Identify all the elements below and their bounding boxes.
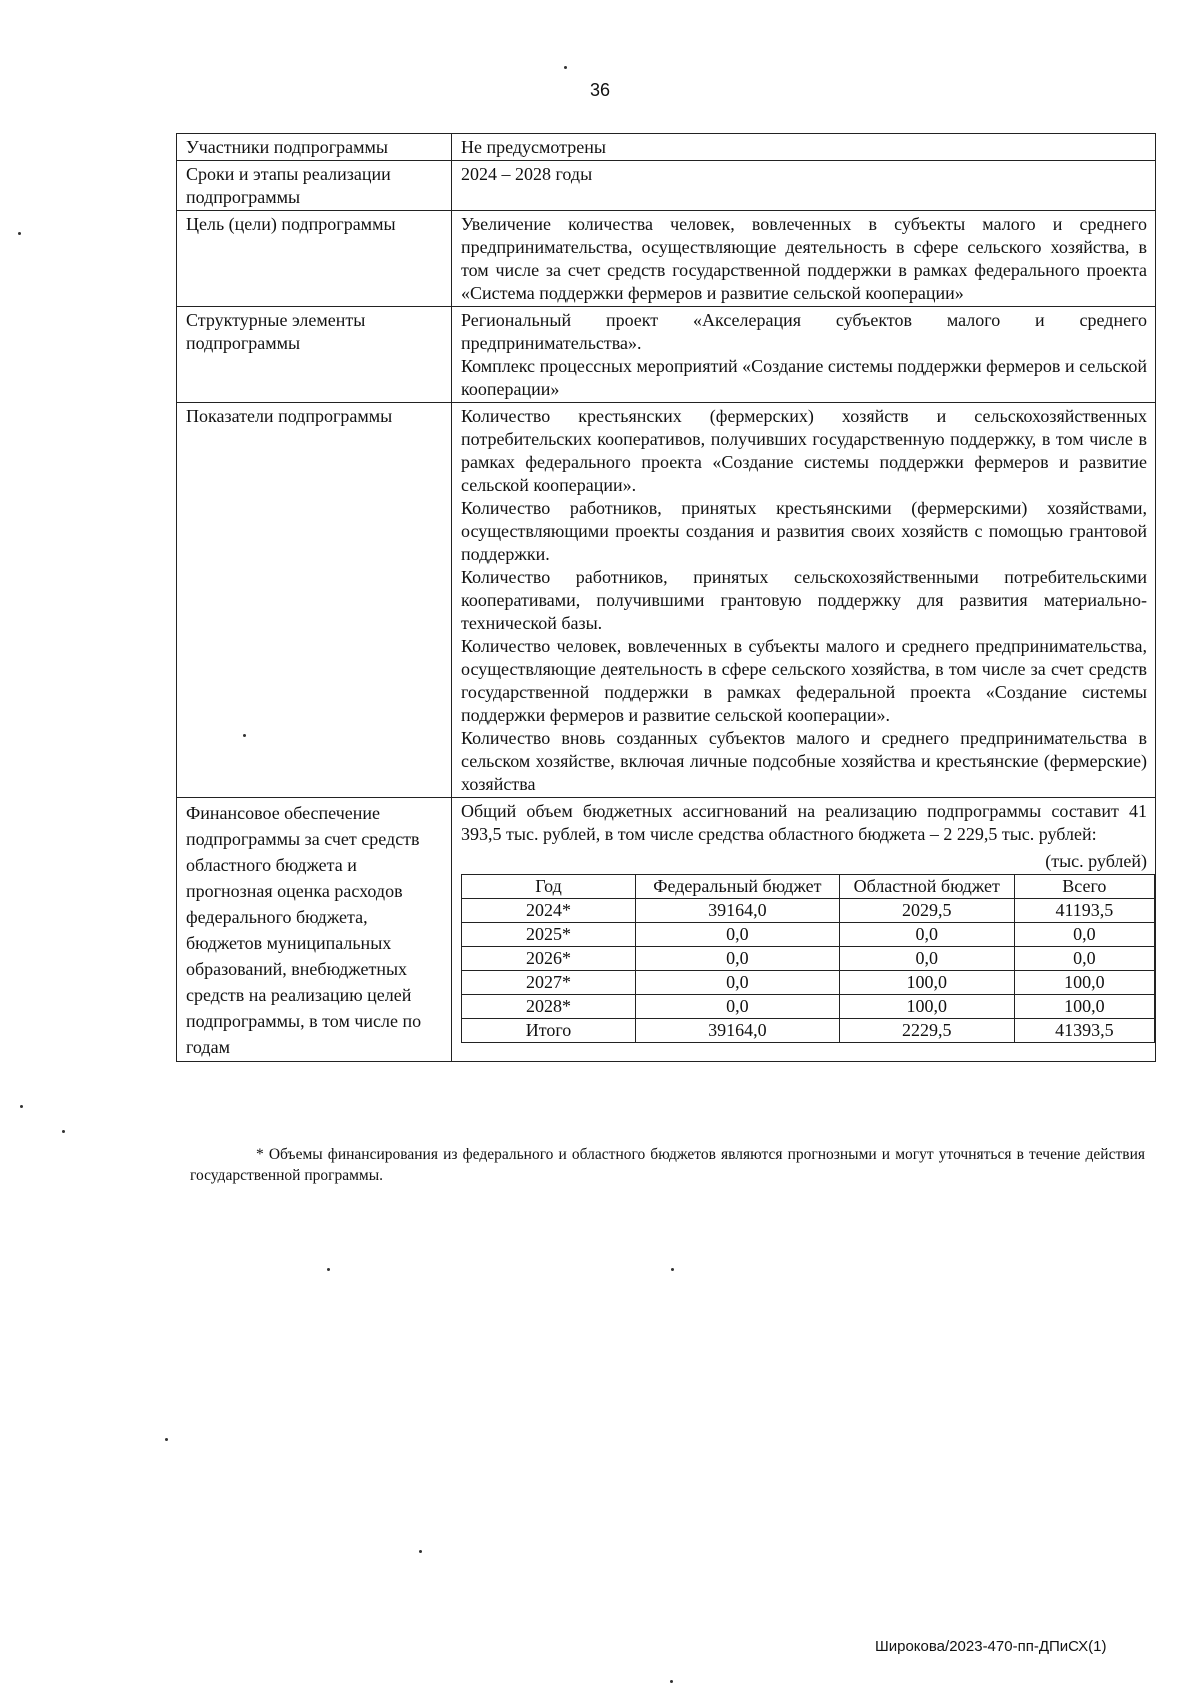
finance-row xyxy=(462,923,1155,947)
scan-speck xyxy=(564,66,567,69)
value-paragraph: Не предусмотрены xyxy=(461,137,606,157)
finance-row xyxy=(462,995,1155,1019)
finance-cell: 0,0 xyxy=(636,995,840,1019)
row-value xyxy=(452,307,1156,403)
scan-speck xyxy=(419,1550,422,1553)
value-paragraph: Количество вновь созданных субъектов малого и среднего предпринимательства в сельском хозяйстве, включая личные подсобные хозяйства и крестьянские (фермерские) хозяйства xyxy=(461,728,1147,794)
scan-speck xyxy=(165,1438,168,1441)
row-label: Структурные элементы подпрограммы xyxy=(177,307,452,403)
table-row xyxy=(177,307,1156,403)
table-row xyxy=(177,134,1156,161)
finance-cell: 2026* xyxy=(462,947,636,971)
value-paragraph: Количество крестьянских (фермерских) хозяйств и сельскохозяйственных потребительских кооперативов, получивших государственную поддержку, в том числе в рамках федерального проекта «Создание системы поддержки фермеров и развитие сельской кооперации». xyxy=(461,406,1147,495)
value-paragraph: Региональный проект «Акселерация субъектов малого и среднего предпринимательства». xyxy=(461,310,1147,353)
finance-cell: 0,0 xyxy=(1014,947,1154,971)
finance-cell: 2029,5 xyxy=(839,899,1014,923)
value-paragraph: Количество человек, вовлеченных в субъекты малого и среднего предпринимательства, осуществляющие деятельность в сфере сельского хозяйства, в том числе за счет средств государственной поддержки в рамках федеральной проекта «Создание системы поддержки фермеров и развитие сельской кооперации». xyxy=(461,636,1147,725)
finance-label: Финансовое обеспечение подпрограммы за счет средств областного бюджета и прогнозная оценка расходов федерального бюджета, бюджетов муниципальных образований, внебюджетных средств на реализацию целей подпрограммы, в том числе по годам xyxy=(177,798,452,1062)
document-code: Широкова/2023-470-пп-ДПиСХ(1) xyxy=(875,1638,1107,1655)
row-label: Участники подпрограммы xyxy=(177,134,452,161)
value-paragraph: Количество работников, принятых сельскохозяйственными потребительскими кооперативами, получившими грантовую поддержку для развития материально-технической базы. xyxy=(461,567,1147,633)
finance-cell: 2027* xyxy=(462,971,636,995)
finance-cell: 2229,5 xyxy=(839,1019,1014,1043)
row-label: Показатели подпрограммы xyxy=(177,403,452,798)
finance-text: Общий объем бюджетных ассигнований на реализацию подпрограммы составит 41 393,5 тыс. рублей, в том числе средства областного бюджета – 2 229,5 тыс. рублей: xyxy=(461,801,1147,844)
finance-cell: 0,0 xyxy=(839,947,1014,971)
scan-speck xyxy=(327,1268,330,1271)
row-label: Цель (цели) подпрограммы xyxy=(177,211,452,307)
scan-speck xyxy=(62,1130,65,1133)
finance-header-cell: Федеральный бюджет xyxy=(636,875,840,899)
row-value xyxy=(452,161,1156,211)
row-label: Сроки и этапы реализации подпрограммы xyxy=(177,161,452,211)
finance-value xyxy=(452,798,1156,1062)
finance-header-row xyxy=(462,875,1155,899)
footnote: * Объемы финансирования из федерального и областного бюджетов являются прогнозными и могут уточняться в течение действия государственной программы. xyxy=(190,1146,1145,1184)
row-value xyxy=(452,211,1156,307)
finance-cell: 41193,5 xyxy=(1014,899,1154,923)
scan-speck xyxy=(20,1105,23,1108)
finance-cell: 100,0 xyxy=(1014,995,1154,1019)
row-value xyxy=(452,403,1156,798)
finance-row xyxy=(462,899,1155,923)
finance-cell: 0,0 xyxy=(636,971,840,995)
value-paragraph: Комплекс процессных мероприятий «Создание системы поддержки фермеров и сельской кооперации» xyxy=(461,356,1147,399)
finance-header-cell: Всего xyxy=(1014,875,1154,899)
finance-table xyxy=(461,874,1155,1043)
value-paragraph: Увеличение количества человек, вовлеченных в субъекты малого и среднего предпринимательства, осуществляющие деятельность в сфере сельского хозяйства, в том числе за счет средств государственной поддержки в рамках федерального проекта «Система поддержки фермеров и развитие сельской кооперации» xyxy=(461,214,1147,303)
table-row xyxy=(177,403,1156,798)
scan-speck xyxy=(18,232,21,235)
finance-cell: 100,0 xyxy=(839,971,1014,995)
finance-header-cell: Областной бюджет xyxy=(839,875,1014,899)
finance-row xyxy=(462,947,1155,971)
page-number: 36 xyxy=(589,80,611,100)
finance-row xyxy=(462,971,1155,995)
row-value xyxy=(452,134,1156,161)
finance-cell: 0,0 xyxy=(839,923,1014,947)
finance-cell: 2024* xyxy=(462,899,636,923)
value-paragraph: Количество работников, принятых крестьянскими (фермерскими) хозяйствами, осуществляющими проекты создания и развития своих хозяйств с помощью грантовой поддержки. xyxy=(461,498,1147,564)
finance-cell: 39164,0 xyxy=(636,899,840,923)
finance-unit: (тыс. рублей) xyxy=(1045,851,1147,871)
scan-speck xyxy=(671,1268,674,1271)
finance-cell: 2025* xyxy=(462,923,636,947)
table-row xyxy=(177,798,1156,1062)
table-row xyxy=(177,211,1156,307)
finance-cell: 0,0 xyxy=(636,947,840,971)
finance-cell: 0,0 xyxy=(1014,923,1154,947)
table-row xyxy=(177,161,1156,211)
finance-total-row xyxy=(462,1019,1155,1043)
scan-speck xyxy=(670,1680,673,1683)
finance-header-cell: Год xyxy=(462,875,636,899)
finance-cell: Итого xyxy=(462,1019,636,1043)
finance-cell: 41393,5 xyxy=(1014,1019,1154,1043)
finance-cell: 2028* xyxy=(462,995,636,1019)
finance-cell: 0,0 xyxy=(636,923,840,947)
finance-cell: 100,0 xyxy=(839,995,1014,1019)
finance-cell: 100,0 xyxy=(1014,971,1154,995)
finance-cell: 39164,0 xyxy=(636,1019,840,1043)
passport-table xyxy=(176,133,1156,1062)
value-paragraph: 2024 – 2028 годы xyxy=(461,164,593,184)
